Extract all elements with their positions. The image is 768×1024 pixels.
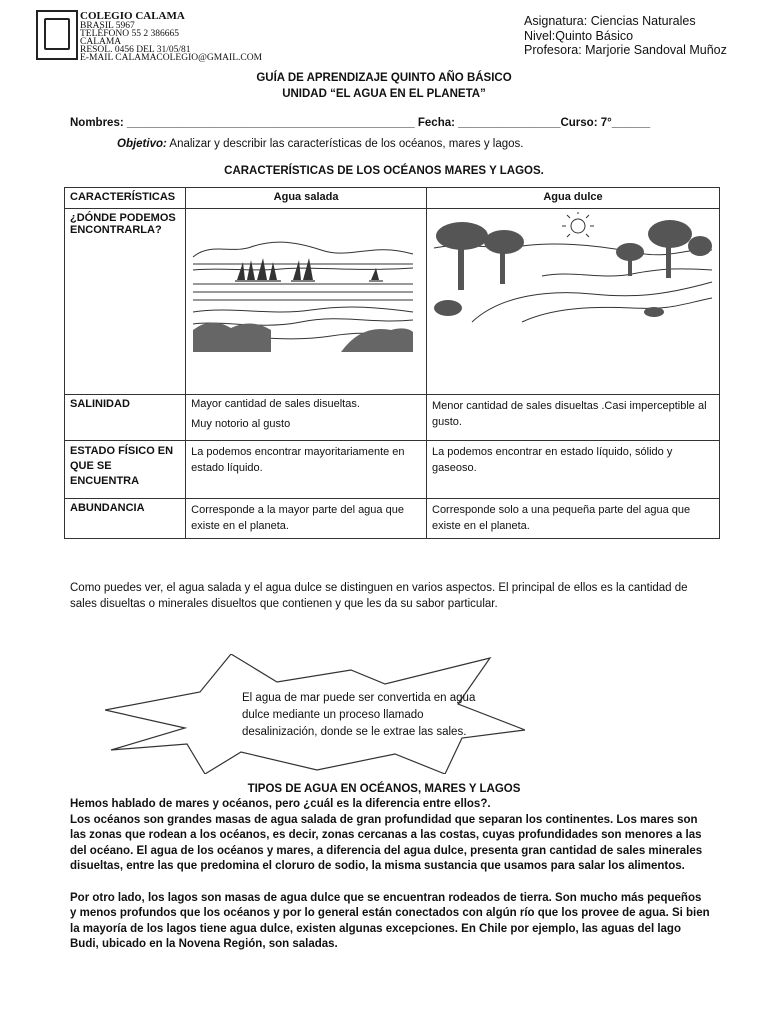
school-line: RESOL. 0456 DEL 31/05/81 bbox=[80, 45, 191, 55]
school-logo bbox=[36, 10, 78, 60]
river-landscape-drawing bbox=[432, 212, 714, 324]
row-label: ESTADO FÍSICO EN QUE SE ENCUENTRA bbox=[65, 441, 186, 499]
sea-sailboats-drawing bbox=[191, 212, 415, 352]
table-row bbox=[65, 209, 720, 395]
salt-water-cell bbox=[186, 395, 427, 441]
unit-title: UNIDAD “EL AGUA EN EL PLANETA” bbox=[282, 88, 486, 100]
table-header-row bbox=[65, 188, 720, 209]
section-paragraph: Los océanos son grandes masas de agua salada de gran profundidad que separan los continentes. Los mares son las zonas que rodean a los océanos, es decir, zonas cercanas a las costas, cuyas profundidades son menores a las del océano. El agua de los océanos y mares, a diferencia del agua dulce, presenta gran cantidad de sales minerales disueltas, entre las que predomina el cloruro de sodio, la misma sustancia que usamos para salar los alimentos. bbox=[70, 813, 703, 872]
header-salt-water: Agua salada bbox=[186, 188, 427, 209]
school-line: CALAMA bbox=[80, 37, 122, 47]
header-characteristics: CARACTERÍSTICAS bbox=[65, 188, 186, 209]
section-paragraph: Hemos hablado de mares y océanos, pero ¿cuál es la diferencia entre ellos?. bbox=[70, 798, 491, 810]
salt-water-cell: Corresponde a la mayor parte del agua que existe en el planeta. bbox=[186, 499, 427, 539]
callout-text: El agua de mar puede ser convertida en agua dulce mediante un proceso llamado desalinización, donde se le extrae las sales. bbox=[242, 692, 476, 738]
fresh-water-cell: Menor cantidad de sales disueltas .Casi imperceptible al gusto. bbox=[427, 395, 720, 441]
school-line: TELÉFONO 55 2 386665 bbox=[80, 29, 179, 39]
salt-salinity-2: Muy notorio al gusto bbox=[191, 418, 291, 430]
fresh-water-illustration bbox=[427, 209, 720, 395]
level: Nivel:Quinto Básico bbox=[524, 28, 634, 43]
guide-title: GUÍA DE APRENDIZAJE QUINTO AÑO BÁSICO bbox=[256, 72, 512, 84]
section-paragraph: Por otro lado, los lagos son masas de agua dulce que se encuentran rodeados de tierra. Son mucho más pequeños y menos profundos que los océanos y por lo general están conectados con algún río que los provee de agua. Si bien la mayoría de los lagos tiene agua dulce, existen algunas excepciones. En Chile por ejemplo, las aguas del lago Budi, ubicado en la Novena Región, son saladas. bbox=[70, 891, 710, 950]
objective bbox=[117, 138, 524, 150]
school-line: E-MAIL CALAMACOLEGIO@GMAIL.COM bbox=[80, 53, 263, 63]
fresh-water-cell: Corresponde solo a una pequeña parte del agua que existe en el planeta. bbox=[427, 499, 720, 539]
fresh-water-cell: La podemos encontrar en estado líquido, sólido y gaseoso. bbox=[427, 441, 720, 499]
school-name: COLEGIO CALAMA bbox=[80, 10, 185, 22]
table-title: CARACTERÍSTICAS DE LOS OCÉANOS MARES Y LAGOS. bbox=[224, 165, 544, 177]
salt-water-illustration bbox=[186, 209, 427, 395]
row-label: ¿DÓNDE PODEMOS ENCONTRARLA? bbox=[65, 209, 186, 395]
characteristics-table bbox=[64, 187, 720, 539]
school-info bbox=[80, 10, 262, 62]
teacher: Profesora: Marjorie Sandoval Muñoz bbox=[524, 43, 727, 57]
student-form-line[interactable]: Nombres: _____________________________________________ Fecha: ________________Curso: 7°______ bbox=[70, 117, 651, 129]
table-row bbox=[65, 499, 720, 539]
objective-label: Objetivo: bbox=[117, 138, 167, 150]
table-row bbox=[65, 441, 720, 499]
section-body bbox=[70, 797, 710, 953]
salt-water-cell: La podemos encontrar mayoritariamente en estado líquido. bbox=[186, 441, 427, 499]
table-row bbox=[65, 395, 720, 441]
row-label: ABUNDANCIA bbox=[65, 499, 186, 539]
course-header bbox=[524, 14, 727, 58]
section-title: TIPOS DE AGUA EN OCÉANOS, MARES Y LAGOS bbox=[247, 783, 521, 795]
row-label: SALINIDAD bbox=[65, 395, 186, 441]
salt-salinity-1: Mayor cantidad de sales disueltas. bbox=[191, 398, 360, 410]
subject: Asignatura: Ciencias Naturales bbox=[524, 14, 696, 28]
header-fresh-water: Agua dulce bbox=[427, 188, 720, 209]
school-line: BRASIL 5967 bbox=[80, 21, 135, 31]
objective-text: Analizar y describir las características de los océanos, mares y lagos. bbox=[166, 138, 524, 150]
intro-paragraph: Como puedes ver, el agua salada y el agua dulce se distinguen en varios aspectos. El principal de ellos es la cantidad de sales disueltas o minerales disueltos que contienen y que les da su sabor particular. bbox=[70, 582, 688, 610]
